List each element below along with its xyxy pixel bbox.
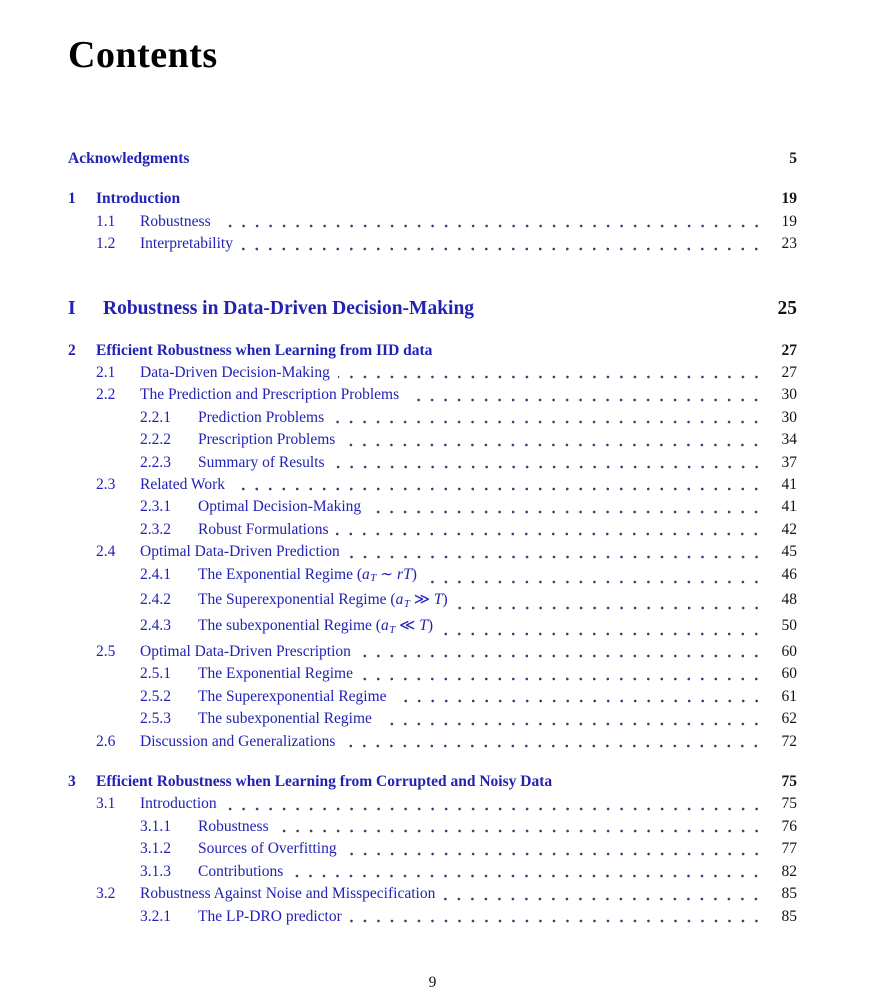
toc-entry-page: 76 (781, 817, 797, 835)
toc-entry-page: 41 (781, 476, 797, 494)
toc-entry-page: 45 (781, 543, 797, 561)
toc-entry-title: Prescription Problems (198, 431, 336, 449)
text-segment: ) (442, 591, 448, 609)
toc-entry-number: 2.1 (96, 364, 116, 382)
math-segment: T (389, 623, 396, 636)
toc-entry-title: Interpretability (140, 235, 233, 253)
toc-entry-page: 34 (781, 431, 797, 449)
toc-entry[interactable] (68, 541, 797, 563)
toc-entry[interactable] (68, 793, 797, 815)
toc-entry-number: 2.5.3 (140, 710, 171, 728)
math-segment: T (403, 597, 410, 610)
toc-entry-title: The Superexponential Regime (198, 687, 387, 705)
toc-entry[interactable] (68, 362, 797, 384)
toc-entry[interactable] (68, 233, 797, 255)
toc-entry-number: 3.1.3 (140, 862, 171, 880)
toc-entry-number: 1.1 (96, 212, 116, 230)
toc-entry[interactable] (68, 816, 797, 838)
toc-entry-page: 82 (781, 862, 797, 880)
toc-entry-title (198, 615, 433, 641)
dot-leader (291, 873, 763, 879)
dot-leader (336, 531, 763, 537)
toc-entry-title: Data-Driven Decision-Making (140, 364, 330, 382)
toc-entry-title: Introduction (140, 795, 217, 813)
toc-entry[interactable] (68, 883, 797, 905)
text-segment: ≫ (409, 591, 434, 609)
toc-entry-number: 2.5 (96, 643, 116, 661)
toc-entry[interactable] (68, 861, 797, 883)
toc-entry[interactable] (68, 731, 797, 753)
toc-entry-number: 1.2 (96, 235, 116, 253)
toc-entry-page: 19 (781, 190, 797, 208)
toc-entry-number: 2 (68, 341, 76, 359)
toc-entry-page: 75 (781, 773, 797, 791)
dot-leader (343, 743, 763, 749)
toc-entry-page: 27 (781, 364, 797, 382)
page-title: Contents (68, 34, 218, 76)
dot-leader (343, 442, 763, 448)
toc-entry-page: 72 (781, 732, 797, 750)
toc-entry[interactable] (68, 708, 797, 730)
toc-entry-title: Efficient Robustness when Learning from IID data (96, 341, 433, 359)
toc-entry-title: The Prediction and Prescription Problems (140, 386, 400, 404)
dot-leader (425, 579, 763, 585)
toc-entry-title: Robustness in Data-Driven Decision-Making (103, 297, 475, 319)
toc-entry-title: The Exponential Regime (198, 665, 353, 683)
toc-entry-number: 2.5.1 (140, 665, 171, 683)
toc-entry-number: 3.1.1 (140, 817, 171, 835)
toc-entry-number: 3.1.2 (140, 840, 171, 858)
dot-leader (560, 783, 763, 789)
toc-entry-title: Optimal Decision-Making (198, 498, 362, 516)
toc-entry-number: 2.4.3 (140, 617, 171, 635)
toc-entry-page: 77 (781, 840, 797, 858)
toc-entry[interactable] (68, 589, 797, 615)
toc-entry-number: 2.2.1 (140, 408, 171, 426)
math-segment: T (433, 591, 443, 609)
toc-entry-number: 2.2.2 (140, 431, 171, 449)
toc-entry-page: 85 (781, 885, 797, 903)
toc-entry[interactable] (68, 296, 797, 322)
toc-entry-page: 60 (781, 643, 797, 661)
toc-entry-page: 62 (781, 710, 797, 728)
toc-entry-page: 48 (781, 591, 797, 609)
toc-entry-number: 2.5.2 (140, 687, 171, 705)
toc-entry-title: Sources of Overfitting (198, 840, 337, 858)
toc-entry-page: 27 (781, 341, 797, 359)
toc-entry-number: 2.3.2 (140, 520, 171, 538)
toc-entry-number: 2.4.2 (140, 591, 171, 609)
dot-leader (456, 605, 763, 611)
text-segment: ≪ (395, 617, 420, 635)
toc-entry-title: Robustness (198, 817, 269, 835)
text-segment: The Superexponential Regime ( (198, 591, 396, 609)
toc-entry[interactable] (68, 615, 797, 641)
toc-entry-title (198, 564, 417, 590)
toc-entry-page: 85 (781, 907, 797, 925)
toc-entry-page: 23 (781, 235, 797, 253)
toc-entry[interactable] (68, 340, 797, 362)
toc-entry[interactable] (68, 384, 797, 406)
toc-entry-title: Summary of Results (198, 453, 325, 471)
toc-entry-page: 19 (781, 212, 797, 230)
toc-entry-title: Robust Formulations (198, 520, 329, 538)
dot-leader (241, 246, 763, 252)
toc-entry-number: 1 (68, 190, 76, 208)
toc-entry-page: 37 (781, 453, 797, 471)
toc-entry-number: 2.3 (96, 476, 116, 494)
dot-leader (441, 631, 763, 637)
toc-entry-number: 2.2 (96, 386, 116, 404)
toc-entry-number: 3.1 (96, 795, 116, 813)
text-segment: The subexponential Regime ( (198, 617, 381, 635)
toc-entry-number: I (68, 297, 76, 319)
math-segment: a (380, 617, 389, 635)
toc-entry[interactable] (68, 188, 797, 210)
text-segment: ) (411, 565, 417, 583)
toc-entry-page: 61 (781, 687, 797, 705)
toc-entry-page: 75 (781, 795, 797, 813)
toc-entry-page: 5 (789, 150, 797, 167)
toc-entry-title: Robustness (140, 212, 211, 230)
toc-entry[interactable] (68, 641, 797, 663)
toc-entry-number: 2.3.1 (140, 498, 171, 516)
toc-entry-page: 30 (781, 386, 797, 404)
text-segment: ) (427, 617, 433, 635)
toc-entry[interactable] (68, 564, 797, 590)
dot-leader (380, 721, 763, 727)
toc-entry-number: 3.2 (96, 885, 116, 903)
toc-list (68, 148, 797, 928)
toc-entry-title (198, 589, 448, 615)
toc-content (68, 32, 797, 928)
dot-leader (443, 896, 763, 902)
dot-leader (369, 509, 763, 515)
toc-entry[interactable] (68, 838, 797, 860)
toc-entry-title: Related Work (140, 476, 225, 494)
toc-entry-page: 46 (781, 565, 797, 583)
dot-leader (407, 397, 763, 403)
toc-entry-title: Optimal Data-Driven Prescription (140, 643, 351, 661)
text-segment: ∼ (376, 565, 398, 583)
dot-leader (348, 554, 763, 560)
toc-entry-title: Acknowledgments (68, 150, 190, 167)
dot-leader (359, 653, 763, 659)
toc-entry-page: 41 (781, 498, 797, 516)
math-segment: a (362, 565, 370, 583)
toc-entry[interactable] (68, 771, 797, 793)
dot-leader (440, 352, 763, 358)
toc-entry[interactable] (68, 474, 797, 496)
toc-entry-number: 2.6 (96, 732, 116, 750)
toc-entry-number: 3.2.1 (140, 907, 171, 925)
dot-leader (395, 698, 763, 704)
toc-entry[interactable] (68, 686, 797, 708)
dot-leader (338, 374, 763, 380)
toc-entry-title: The LP-DRO predictor (198, 907, 342, 925)
toc-entry[interactable] (68, 407, 797, 429)
dot-leader (188, 201, 763, 207)
toc-entry[interactable] (68, 429, 797, 451)
page-number: 9 (428, 974, 437, 991)
dot-leader (345, 851, 763, 857)
toc-entry-title: Contributions (198, 862, 284, 880)
dot-leader (225, 806, 763, 812)
toc-entry-page: 50 (781, 617, 797, 635)
toc-entry[interactable] (68, 452, 797, 474)
toc-entry-title: Prediction Problems (198, 408, 325, 426)
toc-entry[interactable] (68, 906, 797, 928)
dot-leader (219, 223, 763, 229)
toc-entry-title: Optimal Data-Driven Prediction (140, 543, 340, 561)
math-segment: T (370, 572, 377, 585)
text-segment: The Exponential Regime ( (198, 565, 362, 583)
dot-leader (361, 676, 763, 682)
toc-entry-title: Introduction (96, 190, 181, 208)
toc-entry-title: Discussion and Generalizations (140, 732, 336, 750)
toc-entry-number: 3 (68, 773, 76, 791)
dot-leader (197, 160, 763, 166)
toc-entry-page: 25 (777, 297, 797, 319)
toc-entry[interactable] (68, 496, 797, 518)
dot-leader (332, 419, 763, 425)
dot-leader (333, 464, 763, 470)
math-segment: a (395, 591, 404, 609)
dot-leader (350, 918, 763, 924)
toc-entry[interactable] (68, 519, 797, 541)
toc-entry-title: The subexponential Regime (198, 710, 372, 728)
dot-leader (277, 828, 763, 834)
toc-entry[interactable] (68, 211, 797, 233)
toc-entry-page: 30 (781, 408, 797, 426)
toc-entry-number: 2.2.3 (140, 453, 171, 471)
dot-leader (233, 486, 763, 492)
math-segment: rT (397, 565, 412, 583)
math-segment: T (419, 617, 428, 635)
toc-entry[interactable] (68, 663, 797, 685)
toc-entry-page: 60 (781, 665, 797, 683)
toc-entry-page: 42 (781, 520, 797, 538)
toc-entry-title: Robustness Against Noise and Misspecification (140, 885, 436, 903)
toc-entry-number: 2.4 (96, 543, 116, 561)
dot-leader (482, 312, 763, 318)
toc-entry-number: 2.4.1 (140, 565, 171, 583)
toc-entry-title: Efficient Robustness when Learning from Corrupted and Noisy Data (96, 773, 553, 791)
toc-entry[interactable] (68, 148, 797, 170)
